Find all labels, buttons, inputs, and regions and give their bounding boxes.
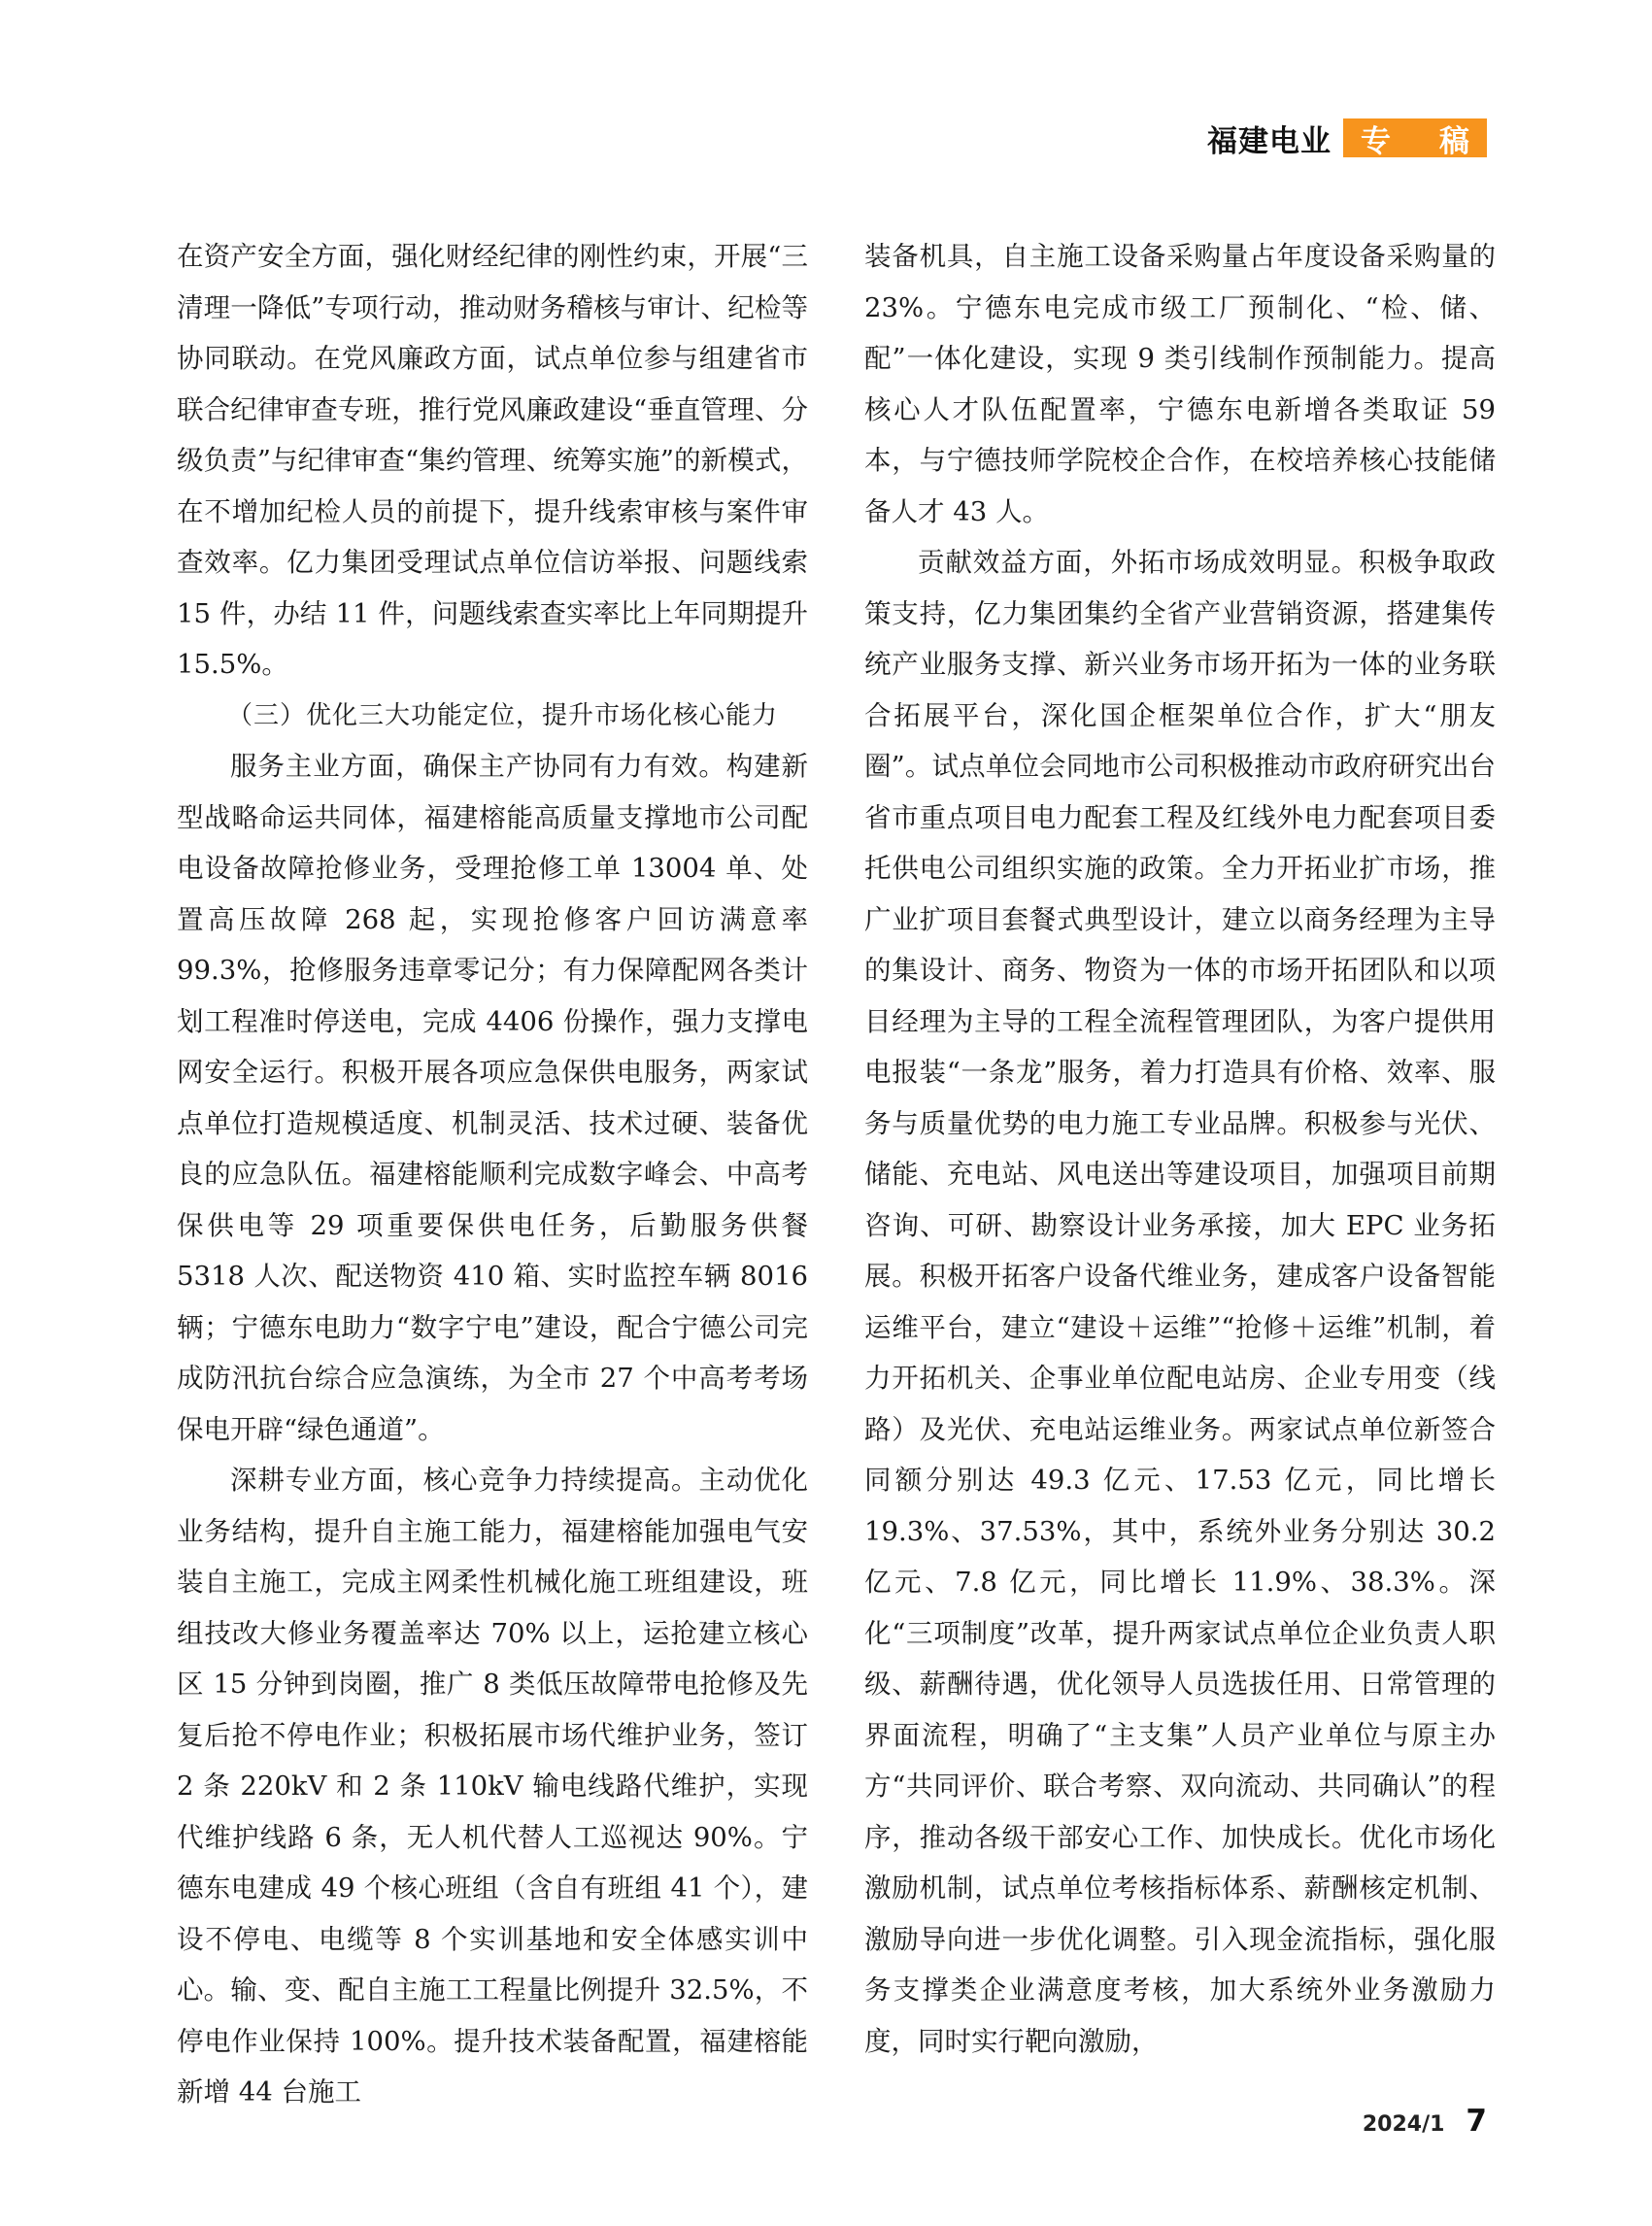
section-char-1: 专: [1361, 123, 1391, 159]
right-column: [864, 231, 1496, 2067]
section-subheading: （三）优化三大功能定位，提升市场化核心能力: [227, 700, 779, 730]
paragraph-deepen-specialty: 深耕专业方面，核心竞争力持续提高。主动优化业务结构，提升自主施工能力，福建榕能加强电气安装自主施工，完成主网柔性机械化施工班组建设，班组技改大修业务覆盖率达 70% 以上，运抢建立核心区 15 分钟到岗圈，推广 8 类低压故障带电抢修及先复后抢不停电作业；积极拓展市场代维护业务，签订 2 条 220kV 和 2 条 110kV 输电线路代维护，实现代维护线路 6 条，无人机代替人工巡视达 90%。宁德东电建成 49 个核心班组（含自有班组 41 个），建设不停电、电缆等 8 个实训基地和安全体感实训中心。输、变、配自主施工工程量比例提升 32.5%，不停电作业保持 100%。提升技术装备配置，福建榕能新增 44 台施工: [177, 1465, 808, 2108]
section-char-2: 稿: [1439, 123, 1469, 159]
page-footer: [1363, 2104, 1487, 2139]
paragraph-asset-security: 在资产安全方面，强化财经纪律的刚性约束，开展“三清理一降低”专项行动，推动财务稽核与审计、纪检等协同联动。在党风廉政方面，试点单位参与组建省市联合纪律审查专班，推行党风廉政建设“垂直管理、分级负责”与纪律审查“集约管理、统筹实施”的新模式，在不增加纪检人员的前提下，提升线索审核与案件审查效率。亿力集团受理试点单位信访举报、问题线索 15 件，办结 11 件，问题线索查实率比上年同期提升 15.5%。: [177, 241, 808, 680]
paragraph-serve-main-business: 服务主业方面，确保主产协同有力有效。构建新型战略命运共同体，福建榕能高质量支撑地市公司配电设备故障抢修业务，受理抢修工单 13004 单、处置高压故障 268 起，实现抢修客户回访满意率 99.3%，抢修服务违章零记分；有力保障配网各类计划工程准时停送电，完成 4406 份操作，强力支撑电网安全运行。积极开展各项应急保供电服务，两家试点单位打造规模适度、机制灵活、技术过硬、装备优良的应急队伍。福建榕能顺利完成数字峰会、中高考保供电等 29 项重要保供电任务，后勤服务供餐 5318 人次、配送物资 410 箱、实时监控车辆 8016 辆；宁德东电助力“数字宁电”建设，配合宁德公司完成防汛抗台综合应急演练，为全市 27 个中高考考场保电开辟“绿色通道”。: [177, 751, 808, 1445]
section-badge: [1343, 118, 1487, 157]
paragraph-equipment: 装备机具，自主施工设备采购量占年度设备采购量的 23%。宁德东电完成市级工厂预制化、“检、储、配”一体化建设，实现 9 类引线制作预制能力。提高核心人才队伍配置率，宁德东电新增各类取证 59 本，与宁德技师学院校企合作，在校培养核心技能储备人才 43 人。: [864, 241, 1496, 527]
magazine-name: 福建电业: [1207, 123, 1332, 159]
left-column: [177, 231, 808, 2118]
page-number: 7: [1466, 2104, 1487, 2139]
page-header: [1207, 115, 1487, 161]
paragraph-contribution-benefit: 贡献效益方面，外拓市场成效明显。积极争取政策支持，亿力集团集约全省产业营销资源，搭建集传统产业服务支撑、新兴业务市场开拓为一体的业务联合拓展平台，深化国企框架单位合作，扩大“朋友圈”。试点单位会同地市公司积极推动市政府研究出台省市重点项目电力配套工程及红线外电力配套项目委托供电公司组织实施的政策。全力开拓业扩市场，推广业扩项目套餐式典型设计，建立以商务经理为主导的集设计、商务、物资为一体的市场开拓团队和以项目经理为主导的工程全流程管理团队，为客户提供用电报装“一条龙”服务，着力打造具有价格、效率、服务与质量优势的电力施工专业品牌。积极参与光伏、储能、充电站、风电送出等建设项目，加强项目前期咨询、可研、勘察设计业务承接，加大 EPC 业务拓展。积极开拓客户设备代维业务，建成客户设备智能运维平台，建立“建设＋运维”“抢修＋运维”机制，着力开拓机关、企事业单位配电站房、企业专用变（线路）及光伏、充电站运维业务。两家试点单位新签合同额分别达 49.3 亿元、17.53 亿元，同比增长 19.3%、37.53%，其中，系统外业务分别达 30.2 亿元、7.8 亿元，同比增长 11.9%、38.3%。深化“三项制度”改革，提升两家试点单位企业负责人职级、薪酬待遇，优化领导人员选拔任用、日常管理的界面流程，明确了“主支集”人员产业单位与原主办方“共同评价、联合考察、双向流动、共同确认”的程序，推动各级干部安心工作、加快成长。优化市场化激励机制，试点单位考核指标体系、薪酬核定机制、激励导向进一步优化调整。引入现金流指标，强化服务支撑类企业满意度考核，加大系统外业务激励力度，同时实行靶向激励，: [864, 547, 1496, 2057]
issue-number: 2024/1: [1362, 2112, 1445, 2137]
